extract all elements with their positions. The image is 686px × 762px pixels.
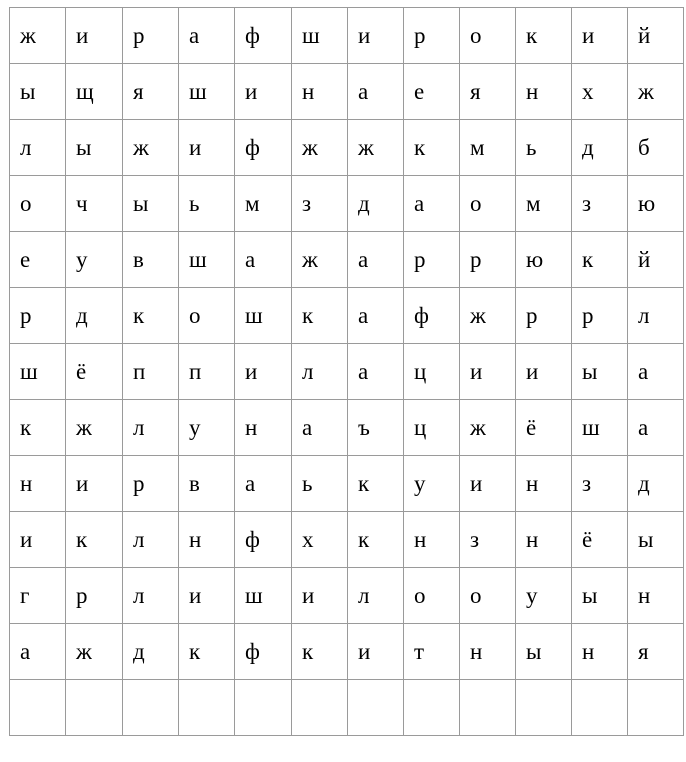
grid-cell: г bbox=[10, 568, 66, 624]
grid-cell: а bbox=[179, 8, 235, 64]
grid-cell: з bbox=[460, 512, 516, 568]
grid-cell bbox=[404, 680, 460, 736]
grid-cell: и bbox=[179, 568, 235, 624]
grid-cell: б bbox=[628, 120, 684, 176]
grid-row bbox=[10, 288, 684, 344]
grid-cell: а bbox=[235, 232, 292, 288]
grid-cell: а bbox=[292, 400, 348, 456]
grid-cell: д bbox=[123, 624, 179, 680]
grid-cell: ф bbox=[235, 512, 292, 568]
grid-cell: з bbox=[292, 176, 348, 232]
grid-cell: н bbox=[179, 512, 235, 568]
grid-cell: р bbox=[516, 288, 572, 344]
grid-row bbox=[10, 64, 684, 120]
grid-cell: и bbox=[460, 344, 516, 400]
grid-cell: м bbox=[235, 176, 292, 232]
grid-cell: р bbox=[10, 288, 66, 344]
grid-cell: к bbox=[10, 400, 66, 456]
grid-row bbox=[10, 176, 684, 232]
grid-cell: и bbox=[348, 624, 404, 680]
grid-cell: ф bbox=[235, 624, 292, 680]
grid-cell: к bbox=[123, 288, 179, 344]
grid-row bbox=[10, 344, 684, 400]
grid-cell: ш bbox=[235, 568, 292, 624]
grid-row bbox=[10, 400, 684, 456]
grid-cell: к bbox=[348, 456, 404, 512]
grid-cell: ы bbox=[66, 120, 123, 176]
grid-cell: и bbox=[516, 344, 572, 400]
grid-cell: л bbox=[123, 568, 179, 624]
grid-cell: ж bbox=[292, 120, 348, 176]
grid-cell: й bbox=[628, 8, 684, 64]
grid-cell: ш bbox=[179, 64, 235, 120]
grid-cell: о bbox=[460, 8, 516, 64]
grid-cell: д bbox=[572, 120, 628, 176]
grid-cell: е bbox=[10, 232, 66, 288]
grid-cell: ы bbox=[628, 512, 684, 568]
grid-row bbox=[10, 512, 684, 568]
grid-cell bbox=[628, 680, 684, 736]
grid-cell: р bbox=[404, 232, 460, 288]
grid-cell: а bbox=[348, 288, 404, 344]
grid-cell: ф bbox=[235, 8, 292, 64]
grid-cell: р bbox=[66, 568, 123, 624]
grid-cell: ж bbox=[292, 232, 348, 288]
grid-cell: ч bbox=[66, 176, 123, 232]
grid-cell: м bbox=[516, 176, 572, 232]
grid-row bbox=[10, 232, 684, 288]
grid-cell: и bbox=[179, 120, 235, 176]
grid-cell: н bbox=[10, 456, 66, 512]
grid-cell: к bbox=[292, 624, 348, 680]
word-search-grid bbox=[9, 7, 684, 736]
grid-row bbox=[10, 568, 684, 624]
grid-cell: и bbox=[292, 568, 348, 624]
grid-row bbox=[10, 680, 684, 736]
grid-cell: ё bbox=[572, 512, 628, 568]
grid-cell: е bbox=[404, 64, 460, 120]
grid-cell: ж bbox=[123, 120, 179, 176]
grid-cell: ё bbox=[66, 344, 123, 400]
grid-cell: ш bbox=[235, 288, 292, 344]
grid-cell: у bbox=[66, 232, 123, 288]
grid-cell bbox=[292, 680, 348, 736]
grid-cell: у bbox=[516, 568, 572, 624]
grid-cell: и bbox=[10, 512, 66, 568]
grid-cell: и bbox=[235, 344, 292, 400]
grid-cell: н bbox=[628, 568, 684, 624]
grid-cell: а bbox=[628, 400, 684, 456]
grid-cell: ъ bbox=[348, 400, 404, 456]
grid-cell: р bbox=[123, 456, 179, 512]
grid-cell: а bbox=[348, 232, 404, 288]
grid-cell: ж bbox=[66, 624, 123, 680]
grid-cell: к bbox=[572, 232, 628, 288]
grid-cell: ц bbox=[404, 400, 460, 456]
grid-cell: п bbox=[123, 344, 179, 400]
grid-cell: а bbox=[10, 624, 66, 680]
grid-cell bbox=[10, 680, 66, 736]
grid-cell bbox=[348, 680, 404, 736]
grid-cell: ы bbox=[516, 624, 572, 680]
grid-cell: л bbox=[123, 400, 179, 456]
grid-cell: ш bbox=[572, 400, 628, 456]
grid-cell: ь bbox=[179, 176, 235, 232]
grid-cell: и bbox=[572, 8, 628, 64]
grid-cell: ц bbox=[404, 344, 460, 400]
grid-cell: д bbox=[348, 176, 404, 232]
grid-cell: к bbox=[66, 512, 123, 568]
grid-cell: д bbox=[628, 456, 684, 512]
grid-cell: ж bbox=[460, 400, 516, 456]
grid-cell: п bbox=[179, 344, 235, 400]
grid-cell: ш bbox=[10, 344, 66, 400]
grid-cell: к bbox=[179, 624, 235, 680]
grid-cell: з bbox=[572, 456, 628, 512]
grid-cell: х bbox=[292, 512, 348, 568]
grid-cell bbox=[516, 680, 572, 736]
grid-cell: о bbox=[179, 288, 235, 344]
grid-cell: ж bbox=[10, 8, 66, 64]
grid-row bbox=[10, 456, 684, 512]
grid-cell: з bbox=[572, 176, 628, 232]
grid-cell: ф bbox=[235, 120, 292, 176]
grid-cell: к bbox=[404, 120, 460, 176]
grid-cell: к bbox=[516, 8, 572, 64]
grid-cell: ж bbox=[460, 288, 516, 344]
grid-cell: у bbox=[179, 400, 235, 456]
grid-cell: н bbox=[516, 64, 572, 120]
grid-cell: и bbox=[235, 64, 292, 120]
grid-cell: ю bbox=[516, 232, 572, 288]
grid-cell: ы bbox=[10, 64, 66, 120]
grid-cell: л bbox=[348, 568, 404, 624]
grid-cell: ж bbox=[628, 64, 684, 120]
grid-cell: н bbox=[516, 512, 572, 568]
grid-cell: ы bbox=[572, 568, 628, 624]
grid-cell: ш bbox=[292, 8, 348, 64]
grid-cell: н bbox=[404, 512, 460, 568]
grid-cell: о bbox=[460, 176, 516, 232]
grid-cell: ы bbox=[572, 344, 628, 400]
grid-cell: н bbox=[235, 400, 292, 456]
grid-cell: ё bbox=[516, 400, 572, 456]
grid-cell: н bbox=[292, 64, 348, 120]
grid-cell: щ bbox=[66, 64, 123, 120]
grid-cell: я bbox=[123, 64, 179, 120]
grid-cell bbox=[66, 680, 123, 736]
grid-cell: й bbox=[628, 232, 684, 288]
grid-row bbox=[10, 120, 684, 176]
grid-cell: р bbox=[460, 232, 516, 288]
grid-cell: и bbox=[66, 456, 123, 512]
grid-cell: л bbox=[123, 512, 179, 568]
grid-cell: ж bbox=[66, 400, 123, 456]
grid-cell: ь bbox=[292, 456, 348, 512]
grid-cell: л bbox=[10, 120, 66, 176]
grid-cell: м bbox=[460, 120, 516, 176]
grid-cell: и bbox=[460, 456, 516, 512]
grid-cell: а bbox=[348, 344, 404, 400]
grid-cell: л bbox=[628, 288, 684, 344]
grid-body bbox=[10, 8, 684, 736]
grid-cell: л bbox=[292, 344, 348, 400]
grid-cell: и bbox=[66, 8, 123, 64]
grid-cell: в bbox=[123, 232, 179, 288]
grid-cell: ь bbox=[516, 120, 572, 176]
grid-cell: а bbox=[235, 456, 292, 512]
grid-cell: о bbox=[404, 568, 460, 624]
grid-cell bbox=[179, 680, 235, 736]
grid-row bbox=[10, 8, 684, 64]
grid-cell: р bbox=[123, 8, 179, 64]
grid-cell bbox=[572, 680, 628, 736]
grid-cell bbox=[235, 680, 292, 736]
grid-cell: о bbox=[460, 568, 516, 624]
grid-cell: ы bbox=[123, 176, 179, 232]
grid-cell: к bbox=[292, 288, 348, 344]
grid-cell: и bbox=[348, 8, 404, 64]
grid-cell: р bbox=[572, 288, 628, 344]
grid-cell: ж bbox=[348, 120, 404, 176]
grid-cell: о bbox=[10, 176, 66, 232]
grid-cell: н bbox=[516, 456, 572, 512]
grid-cell: д bbox=[66, 288, 123, 344]
grid-cell: а bbox=[628, 344, 684, 400]
grid-row bbox=[10, 624, 684, 680]
grid-cell: я bbox=[460, 64, 516, 120]
grid-cell: в bbox=[179, 456, 235, 512]
grid-cell: н bbox=[572, 624, 628, 680]
grid-cell bbox=[460, 680, 516, 736]
grid-cell: х bbox=[572, 64, 628, 120]
grid-cell: а bbox=[348, 64, 404, 120]
grid-cell: ш bbox=[179, 232, 235, 288]
grid-cell: а bbox=[404, 176, 460, 232]
grid-cell: у bbox=[404, 456, 460, 512]
grid-cell: ф bbox=[404, 288, 460, 344]
grid-cell: к bbox=[348, 512, 404, 568]
grid-cell bbox=[123, 680, 179, 736]
grid-cell: я bbox=[628, 624, 684, 680]
grid-cell: т bbox=[404, 624, 460, 680]
grid-cell: ю bbox=[628, 176, 684, 232]
grid-cell: н bbox=[460, 624, 516, 680]
grid-cell: р bbox=[404, 8, 460, 64]
